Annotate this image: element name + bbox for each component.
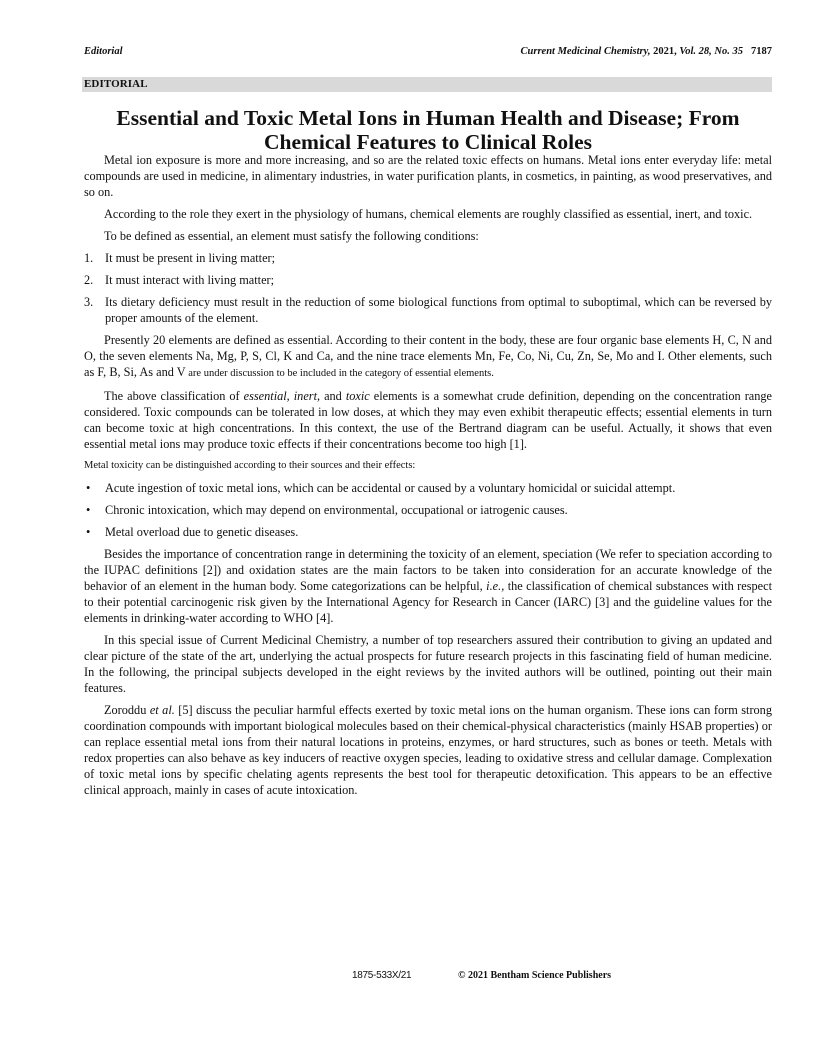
list-item-text: Its dietary deficiency must result in the reduction of some biological functions from optimal to suboptimal, which can be reversed by proper amounts of the element. [105,295,772,325]
list-item [84,294,772,326]
bullet-icon: • [86,481,91,495]
issn: 1875-533X/21 [352,970,412,981]
journal-year: 2021, [650,46,677,57]
title-line-2: Chemical Features to Clinical Roles [263,130,593,154]
list-marker: 1. [84,251,94,265]
list-item [84,250,772,266]
paragraph-zoroddu [84,702,772,798]
text-run: The above classification of [104,389,244,403]
article-title [84,106,772,154]
paragraph-essential-elements [84,332,772,382]
list-item-text: Acute ingestion of toxic metal ions, which can be accidental or caused by a voluntary homicidal or suicidal attempt. [105,481,676,495]
list-item [84,524,772,540]
list-item [84,272,772,288]
paragraph-crude-definition [84,388,772,452]
bullet-icon: • [86,525,91,539]
list-item [84,502,772,518]
italic-term: toxic [345,389,370,403]
page-number: 7187 [751,46,772,57]
section-label: EDITORIAL [84,78,148,90]
sources-list [84,480,772,540]
text-run: , the classification of chemical substances with respect to their potential carcinogenic risk given by the International Agency for Research in Cancer (IARC) [3] and the guideline values for the elements in drinking-water according to WHO [4]. [84,579,772,625]
italic-term: i.e. [486,579,502,593]
list-item-text: Chronic intoxication, which may depend on environmental, occupational or iatrogenic causes. [105,503,568,517]
paragraph-intro: Metal ion exposure is more and more increasing, and so are the related toxic effects on humans. Metal ions enter everyday life: metal compounds are used in medicine, in alimentary industries, in water purification plants, in cosmetics, in painting, as wood preservatives, and so on. [84,153,772,199]
paragraph-toxicity-sources: Metal toxicity can be distinguished according to their sources and their effects: [84,460,416,471]
section-band [82,77,772,92]
title-line-1: Essential and Toxic Metal Ions in Human Health and Disease; From [116,106,740,130]
paragraph-conditions-intro: To be defined as essential, an element must satisfy the following conditions: [104,229,479,243]
running-head [84,46,772,60]
journal-citation [521,46,772,57]
text-run: Besides the importance of concentration range in determining the toxicity of an element, speciation (We refer to speciation according to the IUPAC definitions [2]) and oxidation states are the main factors to be taken into consideration for an accurate knowledge of the behavior of an element in the human body. Some categorizations can be helpful, [84,547,772,593]
article-body [84,152,772,804]
paragraph-special-issue: In this special issue of Current Medicinal Chemistry, a number of top researchers assured their contribution to giving an updated and clear picture of the state of the art, underlying the actual prospects for future research projects in this fascinating field of human medicine. In the following, the principal subjects developed in the eight reviews by the invited authors will be outlined, pointing out their main features. [84,633,772,695]
italic-term: et al. [149,703,175,717]
copyright: © 2021 Bentham Science Publishers [458,970,612,981]
list-item-text: It must interact with living matter; [105,273,275,287]
paragraph-classification: According to the role they exert in the physiology of humans, chemical elements are roughly classified as essential, inert, and toxic. [104,207,753,221]
text-run: [5] discuss the peculiar harmful effects exerted by toxic metal ions on the human organism. These ions can form strong coordination compounds with important biological molecules based on their chemical-physical characteristics (mainly HSAB properties) or can replace essential metal ions from their natural locations in proteins, enzymes, or hard structures, such as bones or teeth. Metals with redox properties can also behave as key inducers of reactive oxygen species, leading to oxidative stress and cellular damage. Complexation of toxic metal ions by specific chelating agents represents the best tool for therapeutic detoxification. This appears to be an effective clinical approach, mainly in cases of acute intoxication. [84,703,772,797]
text-run: and [320,389,346,403]
list-item-text: Metal overload due to genetic diseases. [105,525,299,539]
list-marker: 3. [84,295,94,309]
list-item-text: It must be present in living matter; [105,251,276,265]
journal-volume: Vol. 28, No. 35 [676,46,743,57]
text-run: elements is a somewhat crude definition, depending on the concentration range considered. Toxic compounds can be tolerated in low doses, at which they may even exhibit therapeutic effects; essential elements in turn can become toxic at high concentrations. In this context, the use of the Bertrand diagram can be useful. Actually, it shows that even essential metal ions may produce toxic effects if their concentrations become too high [1]. [84,389,773,451]
paragraph-speciation [84,546,772,626]
bullet-icon: • [86,503,91,517]
text-run: Zoroddu [104,703,150,717]
list-item [84,480,772,496]
essential-elements-text: Presently 20 elements are defined as essential. According to their content in the body, these are four organic base elements H, C, N and O, the seven elements Na, Mg, P, S, Cl, K and Ca, and the nine trace elements Mn, Fe, Co, Ni, Cu, Zn, Se, Mo and I. Other elements, such as F, B, Si, As and V [84,333,772,379]
essential-elements-small-text: are under discussion to be included in the category of essential elements. [185,368,494,379]
list-marker: 2. [84,273,94,287]
journal-name: Current Medicinal Chemistry, [520,46,651,57]
article-type-label: Editorial [84,46,123,57]
italic-term: essential, inert, [243,389,321,403]
conditions-list [84,250,772,326]
